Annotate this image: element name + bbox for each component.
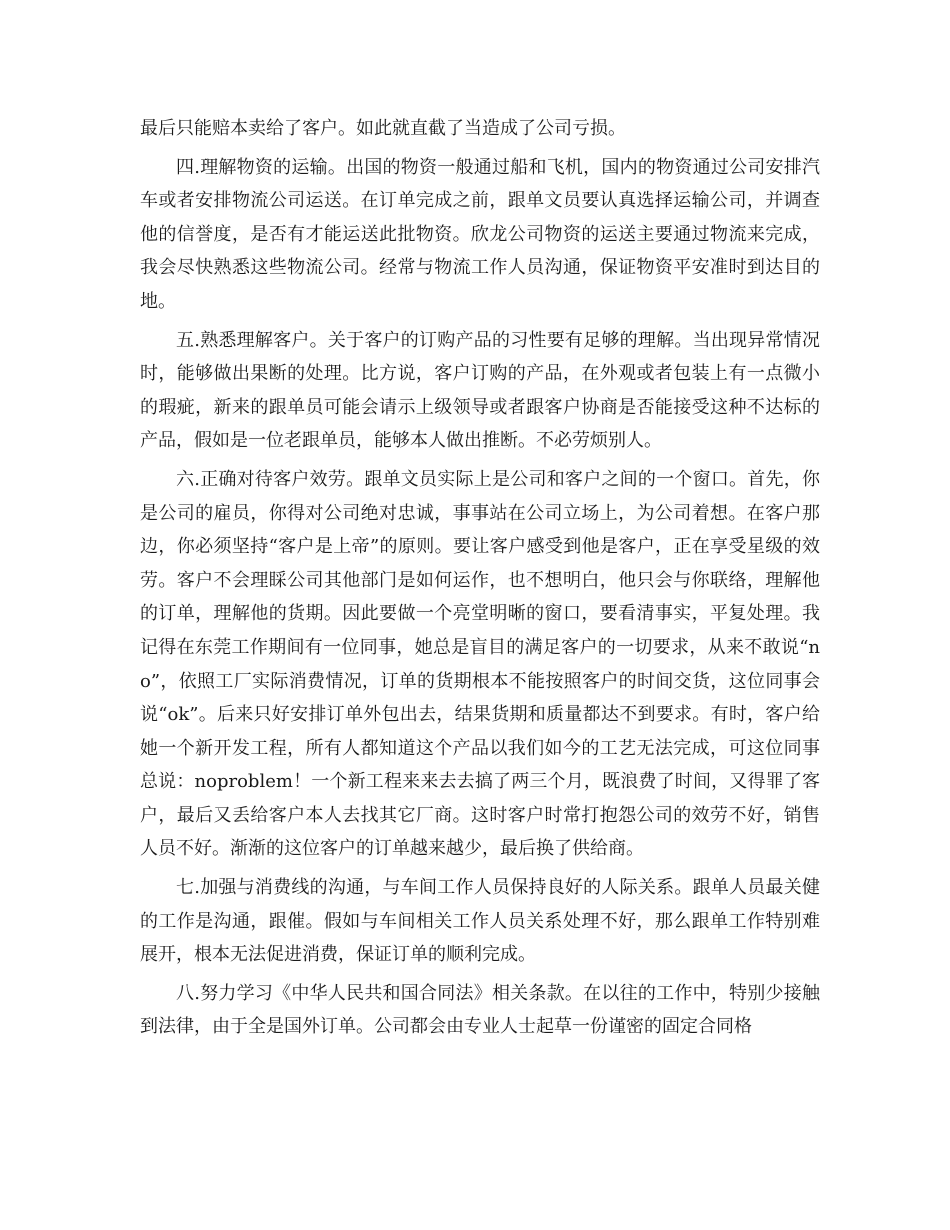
paragraph-continuation: 最后只能赔本卖给了客户。如此就直截了当造成了公司亏损。 xyxy=(140,118,626,139)
paragraph-section-4: 四.理解物资的运输。出国的物资一般通过船和飞机，国内的物资通过公司安排汽车或者安排物流公司运送。在订单完成之前，跟单文员要认真选择运输公司，并调查他的信誉度，是否有才能运送此批物资。欣龙公司物资的运送主要通过物流来完成，我会尽快熟悉这些物流公司。经常与物流工作人员沟通，保证物资平安准时到达目的地。 xyxy=(140,156,820,312)
document-body xyxy=(140,112,820,1049)
paragraph-section-5: 五.熟悉理解客户。关于客户的订购产品的习性要有足够的理解。当出现异常情况时，能够做出果断的处理。比方说，客户订购的产品，在外观或者包装上有一点微小的瑕疵，新来的跟单员可能会请示上级领导或者跟客户协商是否能接受这种不达标的产品，假如是一位老跟单员，能够本人做出推断。不必劳烦别人。 xyxy=(140,329,820,452)
paragraph-section-7: 七.加强与消费线的沟通，与车间工作人员保持良好的人际关系。跟单人员最关健的工作是沟通，跟催。假如与车间相关工作人员关系处理不好，那么跟单工作特别难展开，根本无法促进消费，保证订单的顺利完成。 xyxy=(140,877,820,966)
paragraph-section-6: 六.正确对待客户效劳。跟单文员实际上是公司和客户之间的一个窗口。首先，你是公司的雇员，你得对公司绝对忠诚，事事站在公司立场上，为公司着想。在客户那边，你必须坚持“客户是上帝”的原则。要让客户感受到他是客户，正在享受星级的效劳。客户不会理睬公司其他部门是如何运作，也不想明白，他只会与你联络，理解他的订单，理解他的货期。因此要做一个亮堂明晰的窗口，要看清事实，平复处理。我记得在东莞工作期间有一位同事，她总是盲目的满足客户的一切要求，从来不敢说“no”，依照工厂实际消费情况，订单的货期根本不能按照客户的时间交货，这位同事会说“ok”。后来只好安排订单外包出去，结果货期和质量都达不到要求。有时，客户给她一个新开发工程，所有人都知道这个产品以我们如今的工艺无法完成，可这位同事总说：noproblem！一个新工程来来去去搞了两三个月，既浪费了时间，又得罪了客户，最后又丢给客户本人去找其它厂商。这时客户时常打抱怨公司的效劳不好，销售人员不好。渐渐的这位客户的订单越来越少，最后换了供给商。 xyxy=(140,468,820,860)
paragraph-section-8: 八.努力学习《中华人民共和国合同法》相关条款。在以往的工作中，特别少接触到法律，由于全是国外订单。公司都会由专业人士起草一份谨密的固定合同格 xyxy=(140,982,820,1038)
